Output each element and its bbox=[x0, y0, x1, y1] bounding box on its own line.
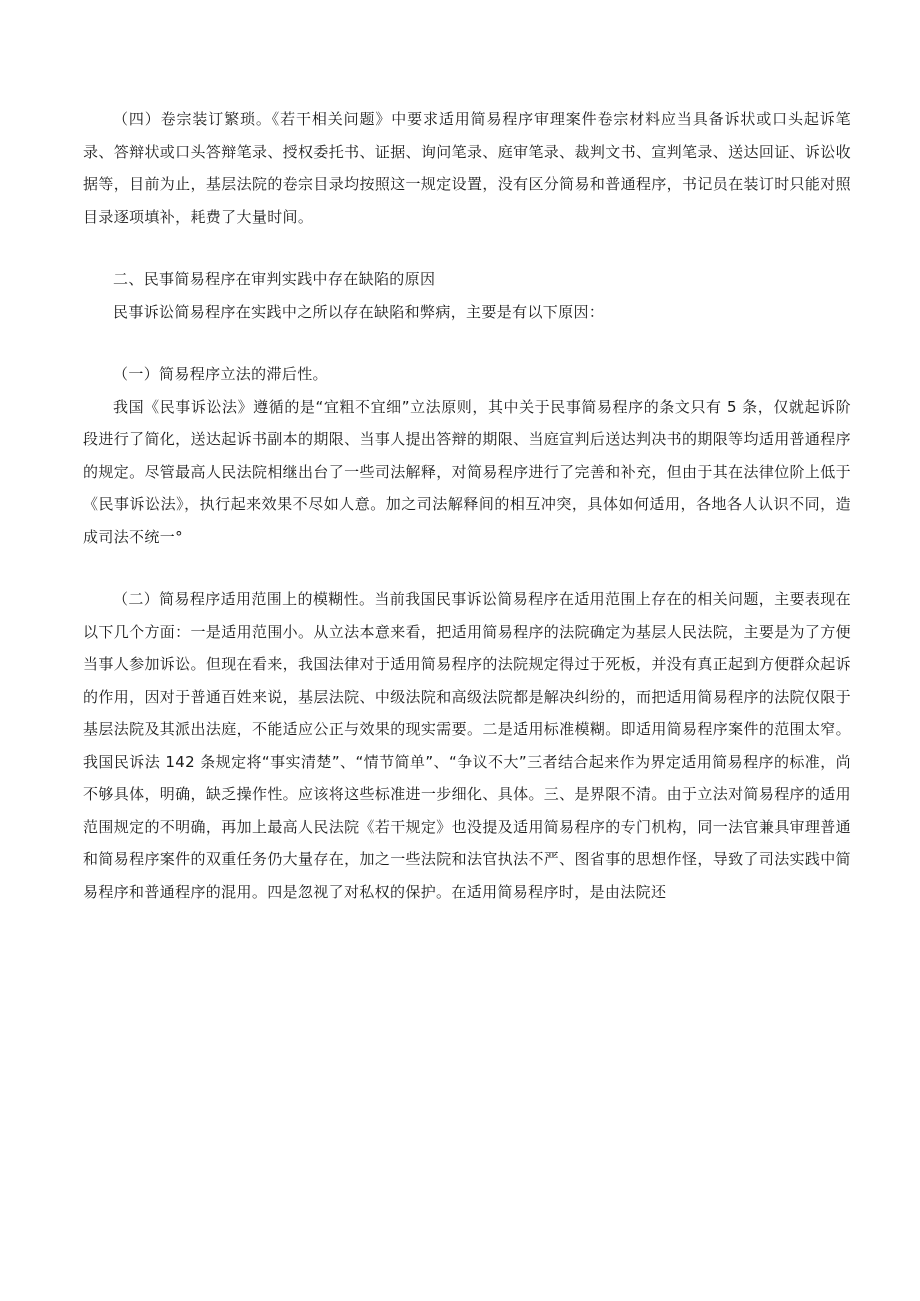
paragraph-case-file-binding: （四）卷宗装订繁琐。《若干相关问题》中要求适用简易程序审理案件卷宗材料应当具备诉状或口头起诉笔录、答辩状或口头答辩笔录、授权委托书、证据、询问笔录、庭审笔录、裁判文书、宣判笔录、送达回证、诉讼收据等，目前为止，基层法院的卷宗目录均按照这一规定设置，没有区分简易和普通程序，书记员在装订时只能对照目录逐项填补，耗费了大量时间。 bbox=[83, 110, 851, 226]
subheading-legislative-lag: （一）简易程序立法的滞后性。 bbox=[113, 365, 328, 383]
section-heading-causes: 二、民事简易程序在审判实践中存在缺陷的原因 bbox=[113, 270, 436, 288]
paragraph-causes-intro: 民事诉讼简易程序在实践中之所以存在缺陷和弊病，主要是有以下原因： bbox=[113, 302, 605, 321]
document-body bbox=[83, 103, 851, 908]
paragraph-scope-ambiguity: （二）简易程序适用范围上的模糊性。当前我国民事诉讼简易程序在适用范围上存在的相关问题，主要表现在以下几个方面：一是适用范围小。从立法本意来看，把适用简易程序的法院确定为基层人民法院，主要是为了方便当事人参加诉讼。但现在看来，我国法律对于适用简易程序的法院规定得过于死板，并没有真正起到方便群众起诉的作用，因对于普通百姓来说，基层法院、中级法院和高级法院都是解决纠纷的，而把适用简易程序的法院仅限于基层法院及其派出法庭，不能适应公正与效果的现实需要。二是适用标准模糊。即适用简易程序案件的范围太窄。我国民诉法 142 条规定将“事实清楚”、“情节简单”、“争议不大”三者结合起来作为界定适用简易程序的标准，尚不够具体，明确，缺乏操作性。应该将这些标准进一步细化、具体。三、是界限不清。由于立法对简易程序的适用范围规定的不明确，再加上最高人民法院《若干规定》也没提及适用简易程序的专门机构，同一法官兼具审理普通和简易程序案件的双重任务仍大量存在，加之一些法院和法官执法不严、图省事的思想作怪，导致了司法实践中简易程序和普通程序的混用。四是忽视了对私权的保护。在适用简易程序时，是由法院还 bbox=[83, 590, 851, 901]
paragraph-legislative-lag: 我国《民事诉讼法》遵循的是“宜粗不宜细”立法原则，其中关于民事简易程序的条文只有 5 条，仅就起诉阶段进行了简化，送达起诉书副本的期限、当事人提出答辩的期限、当庭宣判后送达判决书的期限等均适用普通程序的规定。尽管最高人民法院相继出台了一些司法解释，对简易程序进行了完善和补充，但由于其在法律位阶上低于《民事诉讼法》，执行起来效果不尽如人意。加之司法解释间的相互冲突，具体如何适用，各地各人认识不同，造成司法不统一° bbox=[83, 397, 851, 546]
